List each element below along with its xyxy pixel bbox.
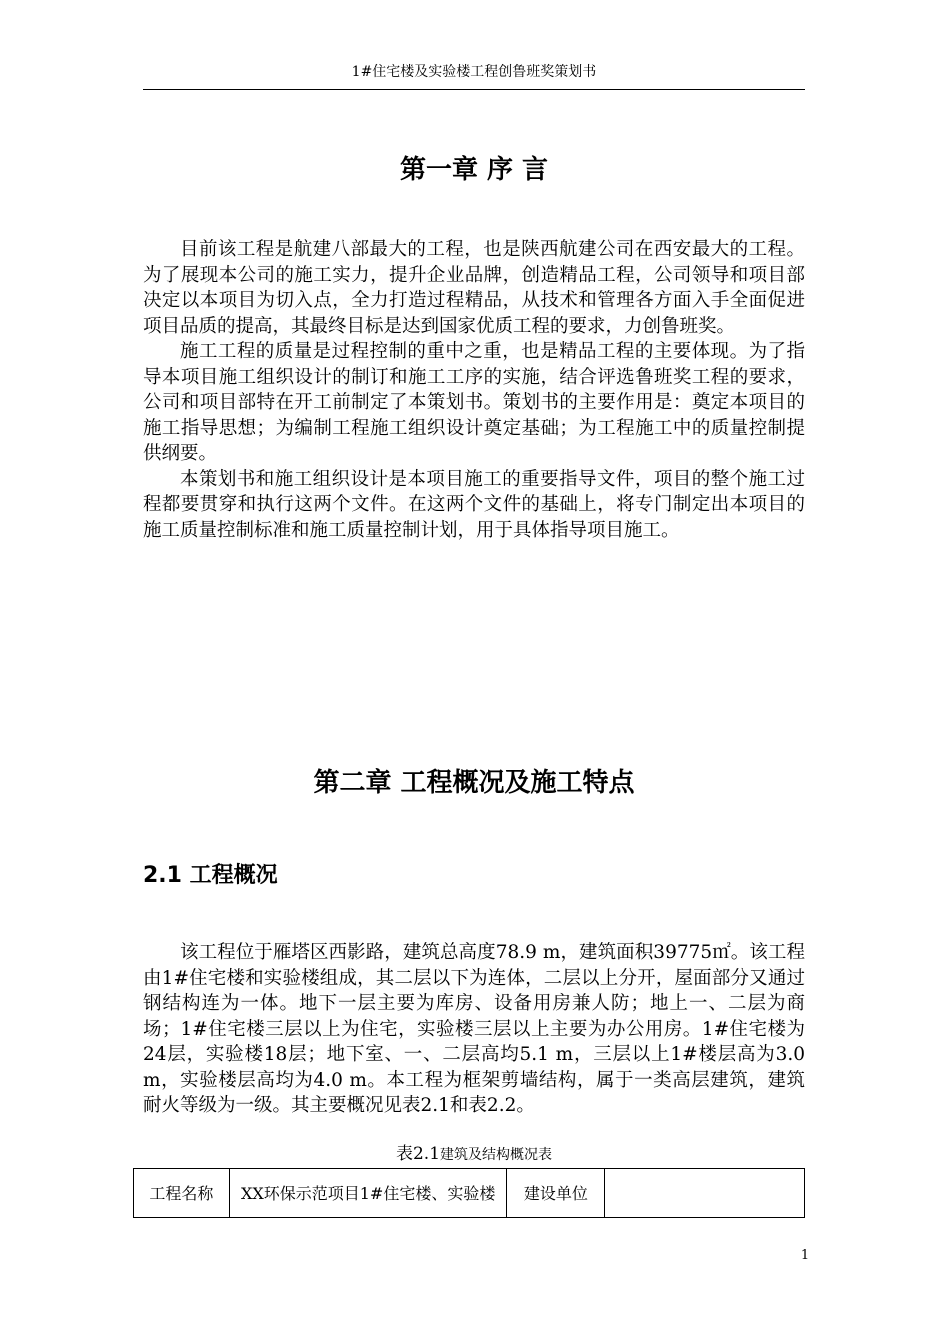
table-caption-number: 表2.1	[395, 1144, 441, 1164]
running-header	[143, 62, 805, 90]
paragraph: 该工程位于雁塔区西影路，建筑总高度78.9 m，建筑面积39775㎡。该工程由1#住宅楼和实验楼组成，其二层以下为连体，二层以上分开，屋面部分又通过钢结构连为一体。地下一层主要为库房、设备用房兼人防；地上一、二层为商场；1#住宅楼三层以上为住宅，实验楼三层以上主要为办公用房。1#住宅楼为24层，实验楼18层；地下室、一、二层高均5.1 m，三层以上1#楼层高为3.0 m，实验楼层高均为4.0 m。本工程为框架剪墙结构，属于一类高层建筑，建筑耐火等级为一级。其主要概况见表2.1和表2.2。	[143, 942, 805, 1116]
table-row	[134, 1169, 805, 1218]
table-caption	[143, 1143, 805, 1166]
page-number: 1	[800, 1248, 810, 1263]
running-title: 1#住宅楼及实验楼工程创鲁班奖策划书	[351, 64, 597, 80]
table-cell: 建设单位	[507, 1169, 605, 1218]
section-2-1-title: 2.1 工程概况	[143, 863, 278, 888]
building-structure-table	[133, 1168, 805, 1218]
paragraph: 施工工程的质量是过程控制的重中之重，也是精品工程的主要体现。为了指导本项目施工组织设计的制订和施工工序的实施，结合评选鲁班奖工程的要求，公司和项目部特在开工前制定了本策划书。策划书的主要作用是：奠定本项目的施工指导思想；为编制工程施工组织设计奠定基础；为工程施工中的质量控制提供纲要。	[143, 341, 805, 464]
table-caption-text: 建筑及结构概况表	[440, 1147, 553, 1163]
table-cell: XX环保示范项目1#住宅楼、实验楼	[229, 1169, 507, 1218]
chapter-1-body	[143, 237, 805, 543]
table-cell	[605, 1169, 805, 1218]
chapter-2-title: 第二章 工程概况及施工特点	[313, 768, 635, 798]
table-cell: 工程名称	[134, 1169, 230, 1218]
section-2-1-body	[143, 940, 805, 1119]
paragraph: 目前该工程是航建八部最大的工程，也是陕西航建公司在西安最大的工程。为了展现本公司的施工实力，提升企业品牌，创造精品工程，公司领导和项目部决定以本项目为切入点，全力打造过程精品，从技术和管理各方面入手全面促进项目品质的提高，其最终目标是达到国家优质工程的要求，力创鲁班奖。	[143, 239, 805, 337]
paragraph: 本策划书和施工组织设计是本项目施工的重要指导文件，项目的整个施工过程都要贯穿和执行这两个文件。在这两个文件的基础上，将专门制定出本项目的施工质量控制标准和施工质量控制计划，用于具体指导项目施工。	[143, 468, 805, 541]
chapter-1-title: 第一章 序 言	[399, 155, 549, 185]
